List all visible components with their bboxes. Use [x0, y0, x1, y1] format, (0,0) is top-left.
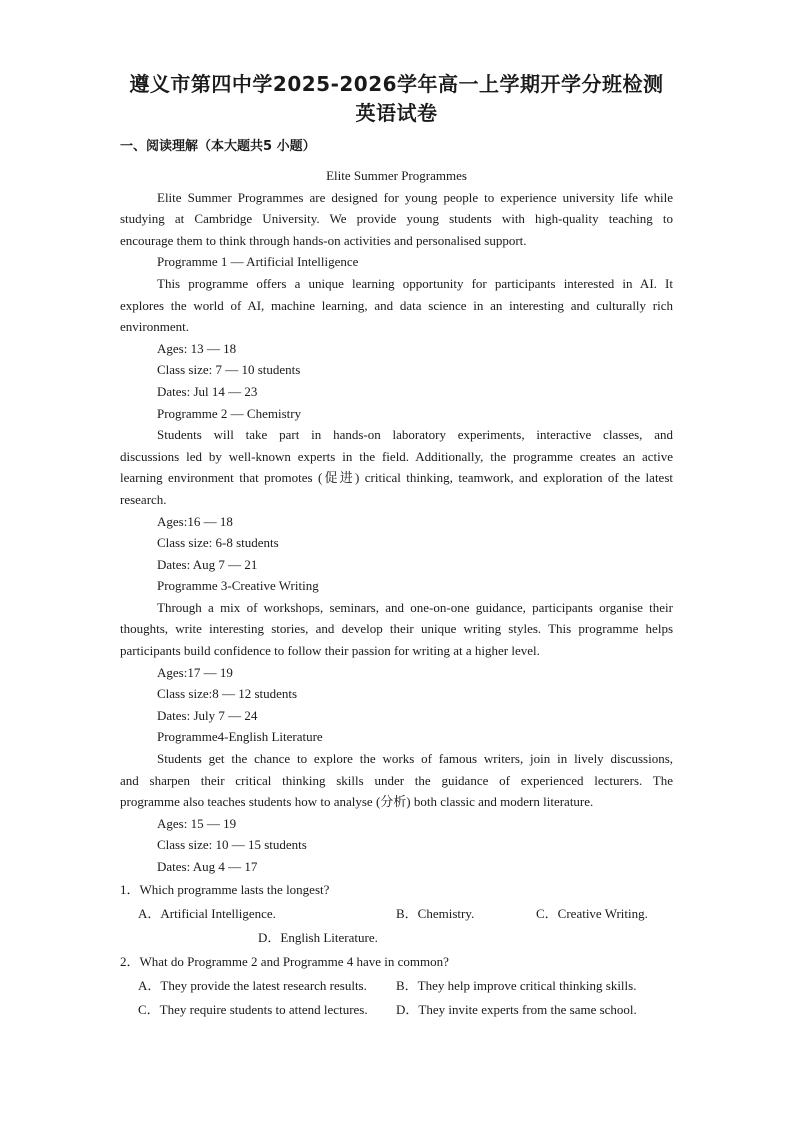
question-stem: 2．What do Programme 2 and Programme 4 have in common? [120, 953, 449, 969]
intro-line: Elite Summer Programmes are designed for young people to experience university life while [157, 189, 673, 205]
programme-class-size: Class size: 10 — 15 students [157, 837, 307, 853]
programme-class-size: Class size:8 — 12 students [157, 686, 298, 702]
programme-desc-line: This programme offers a unique learning opportunity for participants interested in AI. It [157, 275, 673, 291]
programme-dates: Dates: Jul 14 — 23 [157, 383, 258, 399]
programme-desc-line: discussions led by well-known experts in the field. Additionally, the programme creates an active [120, 448, 673, 464]
question-options-row [120, 998, 673, 1022]
answer-option[interactable]: D．English Literature. [258, 929, 378, 945]
programme-desc-line: Students get the chance to explore the works of famous writers, join in lively discussions, [157, 751, 673, 767]
intro-line: encourage them to think through hands-on activities and personalised support. [120, 232, 527, 248]
programme-desc-line: and sharpen their critical thinking skills under the guidance of experienced lecturers. The [120, 772, 673, 788]
programme-class-size: Class size: 6-8 students [157, 535, 279, 551]
question-stem: 1．Which programme lasts the longest? [120, 881, 330, 897]
programme-ages: Ages:17 — 19 [157, 664, 233, 680]
exam-title-line1: 遵义市第四中学2025-2026学年高一上学期开学分班检测 [129, 72, 664, 96]
answer-option[interactable]: C．Creative Writing. [536, 905, 648, 921]
programme-desc-line: Through a mix of workshops, seminars, and one-on-one guidance, participants organise their [157, 599, 673, 615]
programme-dates: Dates: July 7 — 24 [157, 707, 258, 723]
answer-option[interactable]: B．Chemistry. [396, 905, 475, 921]
answer-option[interactable]: A．They provide the latest research results. [138, 977, 367, 993]
programme-dates: Dates: Aug 7 — 21 [157, 556, 258, 572]
programme-heading: Programme 3-Creative Writing [157, 578, 319, 594]
programme-class-size: Class size: 7 — 10 students [157, 362, 301, 378]
programme-dates: Dates: Aug 4 — 17 [157, 859, 258, 874]
question-options-row [120, 902, 673, 926]
programme-desc-line: explores the world of AI, machine learning, and data science in an interesting and culturally rich [120, 297, 673, 313]
programme-ages: Ages:16 — 18 [157, 513, 233, 529]
programme-ages: Ages: 15 — 19 [157, 815, 237, 831]
programme-desc-line: programme also teaches students how to analyse (分析) both classic and modern literature. [120, 794, 594, 810]
programme-ages: Ages: 13 — 18 [157, 340, 237, 356]
answer-option[interactable]: C．They require students to attend lectures. [138, 1001, 368, 1017]
programme-heading: Programme 1 — Artificial Intelligence [157, 254, 359, 270]
programme-desc-line: learning environment that promotes (促进) critical thinking, teamwork, and exploration of the latest [120, 470, 673, 486]
question-options-row [120, 926, 673, 950]
answer-option[interactable]: A．Artificial Intelligence. [138, 905, 276, 921]
intro-line: studying at Cambridge University. We provide young students with high-quality teaching to [120, 211, 673, 227]
programme-desc-line: research. [120, 491, 167, 507]
section-heading: 一、阅读理解（本大题共5 小题） [120, 139, 316, 154]
question-options-row [120, 974, 673, 998]
programme-desc-line: environment. [120, 319, 189, 335]
programme-heading: Programme4-English Literature [157, 729, 323, 745]
answer-option[interactable]: B．They help improve critical thinking skills. [396, 977, 637, 993]
programme-desc-line: participants build confidence to follow their passion for writing at a higher level. [120, 643, 540, 659]
passage-title: Elite Summer Programmes [326, 168, 467, 183]
answer-option[interactable]: D．They invite experts from the same school. [396, 1001, 637, 1017]
programme-heading: Programme 2 — Chemistry [157, 405, 302, 421]
exam-title-line2: 英语试卷 [355, 101, 438, 125]
programme-desc-line: Students will take part in hands-on laboratory experiments, interactive classes, and [157, 427, 673, 443]
reading-passage [120, 165, 673, 1022]
programme-desc-line: thoughts, write interesting stories, and develop their unique writing styles. This programme helps [120, 621, 673, 637]
